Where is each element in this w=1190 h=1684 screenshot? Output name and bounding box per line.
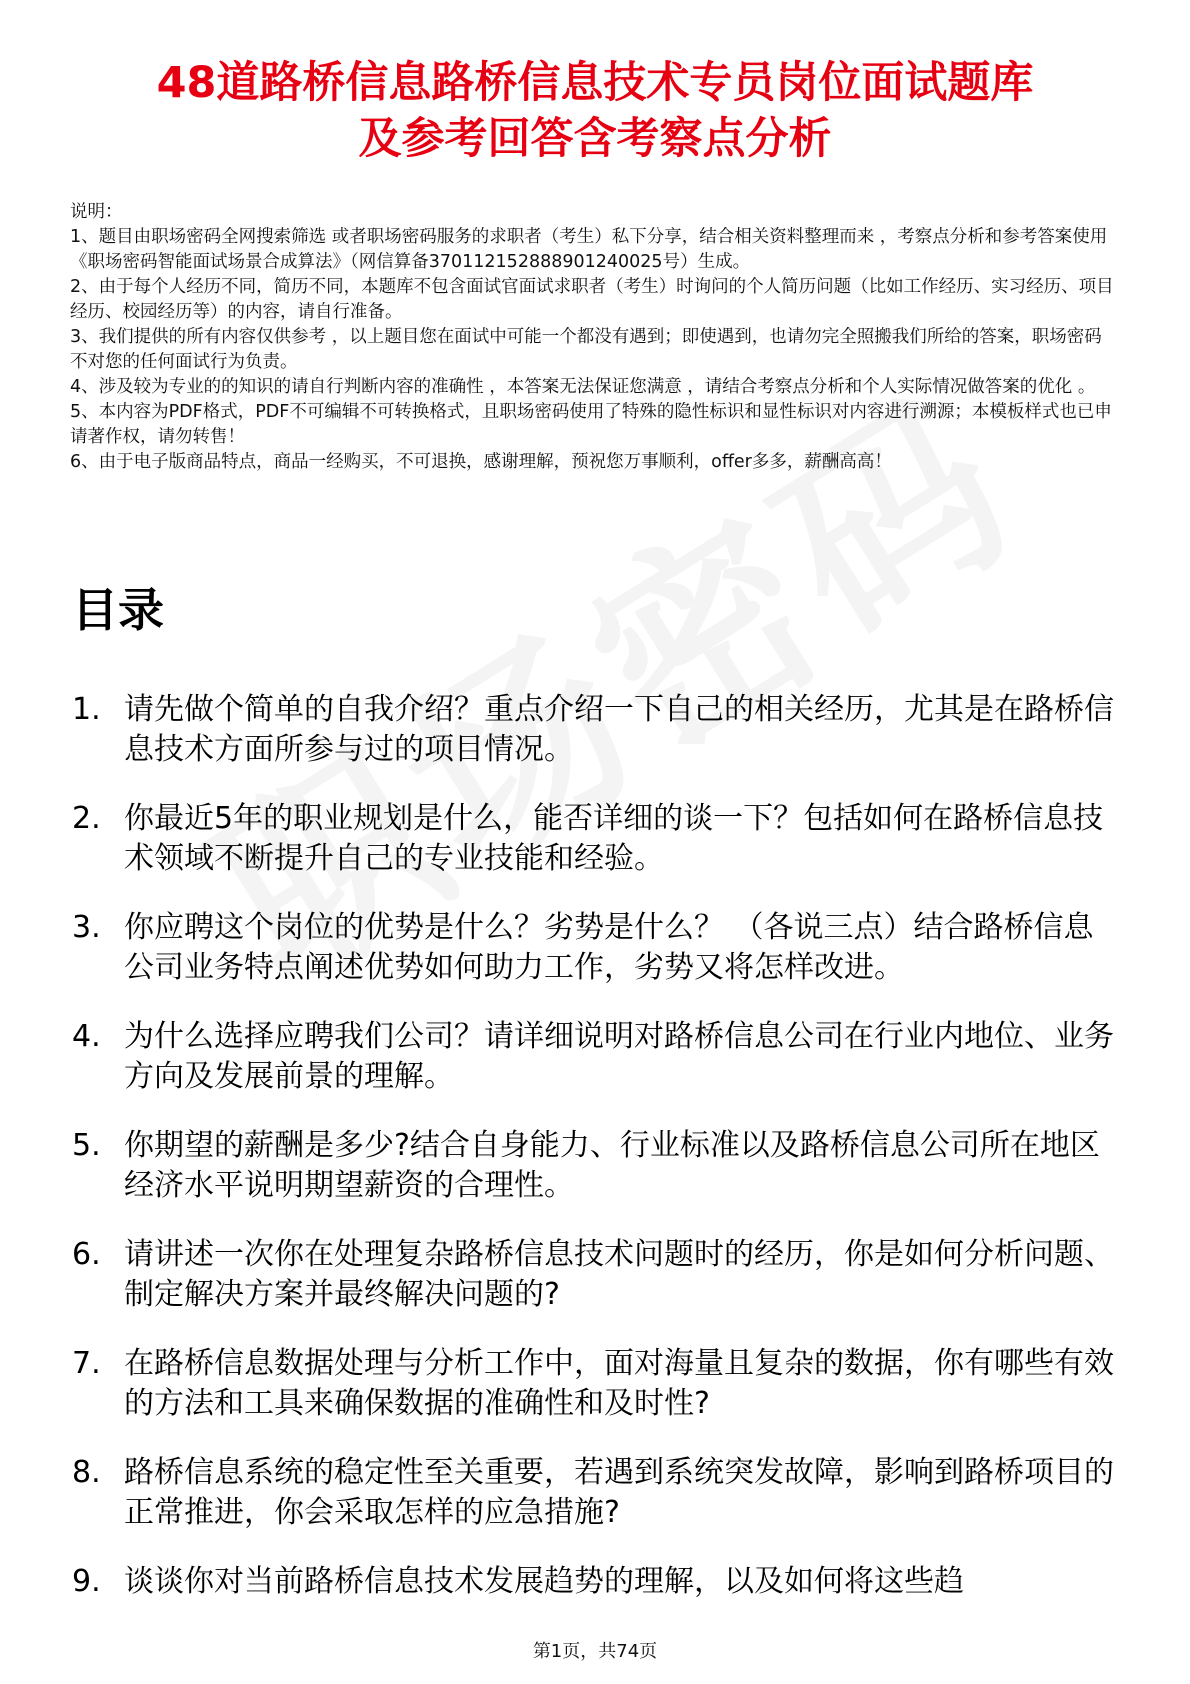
toc-item[interactable] <box>72 908 1122 988</box>
toc-item-number: 8. <box>72 1455 101 1490</box>
document-title <box>60 55 1130 167</box>
toc-item-text: 为什么选择应聘我们公司？请详细说明对路桥信息公司在行业内地位、业务方向及发展前景的理解。 <box>124 1019 1114 1094</box>
toc-item[interactable] <box>72 1562 1122 1602</box>
page-number: 第1页，共74页 <box>532 1641 658 1662</box>
toc-item[interactable] <box>72 690 1122 770</box>
toc-item-number: 2. <box>72 801 101 836</box>
toc-item-text: 路桥信息系统的稳定性至关重要，若遇到系统突发故障，影响到路桥项目的正常推进，你会采取怎样的应急措施? <box>124 1455 1114 1530</box>
toc-item[interactable] <box>72 1017 1122 1097</box>
note-item: 5、本内容为PDF格式，PDF不可编辑不可转换格式，且职场密码使用了特殊的隐性标识和显性标识对内容进行溯源；本模板样式也已申请著作权，请勿转售！ <box>70 402 1112 447</box>
toc-item-text: 你应聘这个岗位的优势是什么？劣势是什么？ （各说三点）结合路桥信息公司业务特点阐述优势如何助力工作，劣势又将怎样改进。 <box>124 910 1094 985</box>
toc-item[interactable] <box>72 1453 1122 1533</box>
note-item: 3、我们提供的所有内容仅供参考 ，以上题目您在面试中可能一个都没有遇到；即使遇到，也请勿完全照搬我们所给的答案，职场密码不对您的任何面试行为负责。 <box>70 327 1102 372</box>
note-item: 6、由于电子版商品特点，商品一经购买，不可退换，感谢理解，预祝您万事顺利，offer多多，薪酬高高！ <box>70 452 892 472</box>
toc-item-number: 1. <box>72 692 101 727</box>
toc-item-text: 请先做个简单的自我介绍？重点介绍一下自己的相关经历，尤其是在路桥信息技术方面所参与过的项目情况。 <box>124 692 1114 767</box>
toc-item-number: 6. <box>72 1237 101 1272</box>
table-of-contents <box>72 690 1122 1631</box>
toc-item-number: 5. <box>72 1128 101 1163</box>
toc-item-number: 7. <box>72 1346 101 1381</box>
toc-item-text: 在路桥信息数据处理与分析工作中，面对海量且复杂的数据，你有哪些有效的方法和工具来确保数据的准确性和及时性? <box>124 1346 1114 1421</box>
toc-item[interactable] <box>72 799 1122 879</box>
toc-item[interactable] <box>72 1344 1122 1424</box>
toc-heading: 目录 <box>72 583 164 637</box>
title-line-2: 及参考回答含考察点分析 <box>358 114 832 164</box>
notes-heading: 说明： <box>70 202 123 222</box>
note-item: 4、涉及较为专业的的知识的请自行判断内容的准确性 ，本答案无法保证您满意 ，请结合考察点分析和个人实际情况做答案的优化 。 <box>70 377 1096 397</box>
toc-item-number: 9. <box>72 1564 101 1599</box>
note-item: 2、由于每个人经历不同，简历不同，本题库不包含面试官面试求职者（考生）时询问的个人简历问题（比如工作经历、实习经历、项目经历、校园经历等）的内容，请自行准备。 <box>70 277 1114 322</box>
note-item: 1、题目由职场密码全网搜索筛选 或者职场密码服务的求职者（考生）私下分享，结合相关资料整理而来 ，考察点分析和参考答案使用《职场密码智能面试场景合成算法》（网信算备370112152888901240025号）生成。 <box>70 227 1108 272</box>
toc-item-text: 你最近5年的职业规划是什么，能否详细的谈一下？包括如何在路桥信息技术领域不断提升自己的专业技能和经验。 <box>124 801 1104 876</box>
toc-item-text: 你期望的薪酬是多少?结合自身能力、行业标准以及路桥信息公司所在地区经济水平说明期望薪资的合理性。 <box>124 1128 1100 1203</box>
title-line-1: 48道路桥信息路桥信息技术专员岗位面试题库 <box>156 58 1034 108</box>
instructions <box>70 200 1115 475</box>
toc-item-number: 4. <box>72 1019 101 1054</box>
toc-item-text: 谈谈你对当前路桥信息技术发展趋势的理解，以及如何将这些趋 <box>124 1564 964 1599</box>
toc-item-text: 请讲述一次你在处理复杂路桥信息技术问题时的经历，你是如何分析问题、制定解决方案并最终解决问题的? <box>124 1237 1114 1312</box>
toc-item[interactable] <box>72 1235 1122 1315</box>
toc-item[interactable] <box>72 1126 1122 1206</box>
toc-item-number: 3. <box>72 910 101 945</box>
